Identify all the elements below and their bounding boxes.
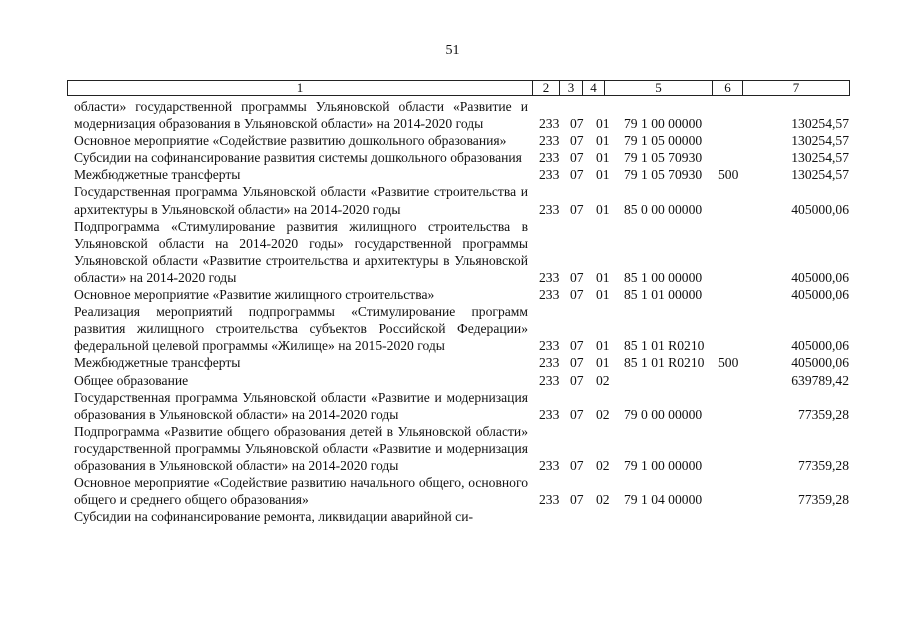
row-description: Межбюджетные трансферты xyxy=(74,167,241,183)
admin-code: 233 xyxy=(539,201,560,217)
admin-code: 233 xyxy=(539,150,560,166)
column-header-4: 4 xyxy=(583,81,605,95)
amount: 130254,57 xyxy=(791,167,849,183)
amount: 405000,06 xyxy=(791,269,849,285)
row-values xyxy=(0,491,905,508)
row-values xyxy=(0,166,905,183)
target-article-code: 85 1 00 00000 xyxy=(624,269,703,285)
row-description: Реализация мероприятий подпрограммы «Стимулирование программ развития жилищного строительства субъектов Российской Федерации» федеральной целевой программы «Жилище» на 2015-2020 годы xyxy=(74,304,528,354)
target-article-code: 79 1 05 00000 xyxy=(624,133,703,149)
amount: 130254,57 xyxy=(791,150,849,166)
section-code: 07 xyxy=(570,355,584,371)
section-code: 07 xyxy=(570,150,584,166)
target-article-code: 85 1 01 00000 xyxy=(624,287,703,303)
table-row xyxy=(0,218,905,286)
target-article-code: 85 1 01 R0210 xyxy=(624,355,705,371)
subsection-code: 01 xyxy=(596,150,610,166)
row-values xyxy=(0,337,905,354)
admin-code: 233 xyxy=(539,116,560,132)
expense-type-code: 500 xyxy=(718,167,739,183)
amount: 77359,28 xyxy=(798,406,849,422)
column-header-1: 1 xyxy=(68,81,533,95)
row-values xyxy=(0,406,905,423)
row-description: Субсидии на софинансирование ремонта, ликвидации аварийной си- xyxy=(74,509,473,525)
amount: 405000,06 xyxy=(791,287,849,303)
admin-code: 233 xyxy=(539,372,560,388)
table-row xyxy=(0,423,905,474)
section-code: 07 xyxy=(570,287,584,303)
table-row xyxy=(0,372,905,389)
subsection-code: 02 xyxy=(596,406,610,422)
row-description: Субсидии на софинансирование развития системы дошкольного образования xyxy=(74,150,522,166)
target-article-code: 85 1 01 R0210 xyxy=(624,338,705,354)
row-description: Основное мероприятие «Содействие развитию начального общего, основного общего и среднего общего образования» xyxy=(74,475,528,508)
page-number: 51 xyxy=(445,43,460,58)
amount: 77359,28 xyxy=(798,457,849,473)
admin-code: 233 xyxy=(539,406,560,422)
section-code: 07 xyxy=(570,338,584,354)
amount: 130254,57 xyxy=(791,116,849,132)
target-article-code: 79 0 00 00000 xyxy=(624,406,703,422)
table-row xyxy=(0,98,905,132)
target-article-code: 79 1 00 00000 xyxy=(624,457,703,473)
subsection-code: 01 xyxy=(596,269,610,285)
row-description: Основное мероприятие «Развитие жилищного строительства» xyxy=(74,287,435,303)
section-code: 07 xyxy=(570,201,584,217)
section-code: 07 xyxy=(570,269,584,285)
target-article-code: 85 0 00 00000 xyxy=(624,201,703,217)
section-code: 07 xyxy=(570,167,584,183)
target-article-code: 79 1 04 00000 xyxy=(624,492,703,508)
row-description: Подпрограмма «Развитие общего образования детей в Ульяновской области» государственной программы Ульяновской области «Развитие и модернизация образования в Ульяновской области» на 2014-2020 годы xyxy=(74,423,528,473)
column-header-2: 2 xyxy=(533,81,560,95)
subsection-code: 02 xyxy=(596,372,610,388)
admin-code: 233 xyxy=(539,269,560,285)
table-header xyxy=(67,80,850,96)
section-code: 07 xyxy=(570,406,584,422)
row-values xyxy=(0,149,905,166)
admin-code: 233 xyxy=(539,287,560,303)
amount: 130254,57 xyxy=(791,133,849,149)
row-values xyxy=(0,115,905,132)
row-description: Межбюджетные трансферты xyxy=(74,355,241,371)
table-row xyxy=(0,149,905,166)
section-code: 07 xyxy=(570,116,584,132)
amount: 405000,06 xyxy=(791,338,849,354)
table-row xyxy=(0,389,905,423)
subsection-code: 01 xyxy=(596,201,610,217)
admin-code: 233 xyxy=(539,492,560,508)
table-row xyxy=(0,354,905,371)
column-header-6: 6 xyxy=(713,81,743,95)
column-header-3: 3 xyxy=(560,81,583,95)
subsection-code: 02 xyxy=(596,457,610,473)
row-values xyxy=(0,457,905,474)
table-row xyxy=(0,508,905,525)
section-code: 07 xyxy=(570,133,584,149)
row-values xyxy=(0,354,905,371)
subsection-code: 01 xyxy=(596,133,610,149)
row-description: Государственная программа Ульяновской области «Развитие строительства и архитектуры в Ульяновской области» на 2014-2020 годы xyxy=(74,184,528,217)
amount: 405000,06 xyxy=(791,201,849,217)
subsection-code: 01 xyxy=(596,116,610,132)
column-header-7: 7 xyxy=(792,80,800,95)
amount: 405000,06 xyxy=(791,355,849,371)
row-values xyxy=(0,508,905,525)
row-values xyxy=(0,372,905,389)
row-description: Общее образование xyxy=(74,372,189,388)
admin-code: 233 xyxy=(539,457,560,473)
admin-code: 233 xyxy=(539,133,560,149)
subsection-code: 01 xyxy=(596,167,610,183)
section-code: 07 xyxy=(570,457,584,473)
table-row xyxy=(0,286,905,303)
table-row xyxy=(0,166,905,183)
admin-code: 233 xyxy=(539,355,560,371)
amount: 77359,28 xyxy=(798,492,849,508)
target-article-code: 79 1 05 70930 xyxy=(624,150,703,166)
column-header-5: 5 xyxy=(605,81,713,95)
subsection-code: 01 xyxy=(596,287,610,303)
target-article-code: 79 1 00 00000 xyxy=(624,116,703,132)
row-description: Государственная программа Ульяновской области «Развитие и модернизация образования в Ульяновской области» на 2014-2020 годы xyxy=(74,389,528,422)
amount: 639789,42 xyxy=(791,372,849,388)
expense-type-code: 500 xyxy=(718,355,739,371)
section-code: 07 xyxy=(570,492,584,508)
row-values xyxy=(0,201,905,218)
row-values xyxy=(0,132,905,149)
row-description: Основное мероприятие «Содействие развитию дошкольного образования» xyxy=(74,133,507,149)
table-row xyxy=(0,132,905,149)
subsection-code: 01 xyxy=(596,338,610,354)
section-code: 07 xyxy=(570,372,584,388)
table-row xyxy=(0,303,905,354)
admin-code: 233 xyxy=(539,167,560,183)
admin-code: 233 xyxy=(539,338,560,354)
row-values xyxy=(0,286,905,303)
row-description: области» государственной программы Ульяновской области «Развитие и модернизация образования в Ульяновской области» на 2014-2020 годы xyxy=(74,99,528,132)
row-values xyxy=(0,269,905,286)
row-description: Подпрограмма «Стимулирование развития жилищного строительства в Ульяновской области на 2014-2020 годы» государственной программы Ульяновской области «Развитие строительства и архитектуры в Ульяновской области» на 2014-2020 годы xyxy=(74,218,528,285)
budget-table-body xyxy=(0,98,905,525)
subsection-code: 02 xyxy=(596,492,610,508)
table-row xyxy=(0,474,905,508)
target-article-code: 79 1 05 70930 xyxy=(624,167,703,183)
table-row xyxy=(0,183,905,217)
subsection-code: 01 xyxy=(596,355,610,371)
